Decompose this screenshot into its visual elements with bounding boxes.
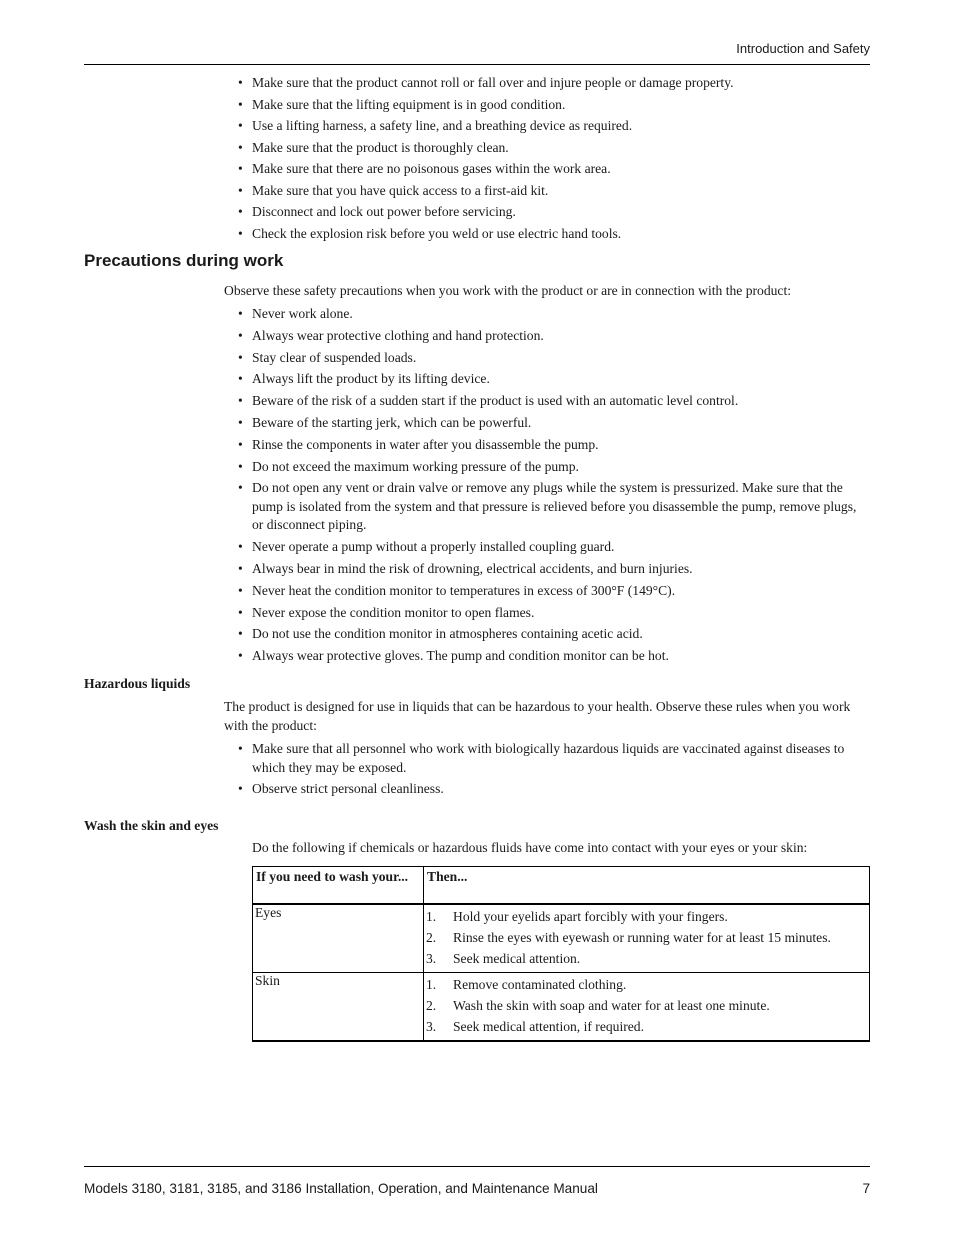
steps-list [426,908,867,969]
column-header-action: Then... [424,867,870,905]
steps-list [426,976,867,1037]
list-item: • Never expose the condition monitor to open flames. [236,604,866,623]
list-item: • Make sure that the lifting equipment is in good condition. [236,96,866,115]
list-item: • Disconnect and lock out power before servicing. [236,203,866,222]
step-number: 3. [426,951,437,966]
header-rule [84,64,870,65]
list-item: • Never work alone. [236,305,866,324]
step-item [426,976,867,995]
list-item: • Make sure that the product is thoroughly clean. [236,139,866,158]
step-text: Remove contaminated clothing. [453,977,627,992]
subheading-wash-skin-eyes: Wash the skin and eyes [84,818,219,833]
step-item [426,1018,867,1037]
step-item [426,929,867,948]
list-item: • Make sure that all personnel who work with biologically hazardous liquids are vaccinated against diseases to which they may be exposed. [236,740,866,777]
list-item: • Rinse the components in water after you disassemble the pump. [236,436,866,455]
hazardous-liquids-intro: The product is designed for use in liquids that can be hazardous to your health. Observe these rules when you work with the product: [224,699,851,733]
table-cell-steps [424,973,870,1042]
column-header-wash-target: If you need to wash your... [253,867,424,905]
list-item: • Check the explosion risk before you weld or use electric hand tools. [236,225,866,244]
running-header: Introduction and Safety [736,41,870,56]
subheading-hazardous-liquids: Hazardous liquids [84,676,191,691]
step-text: Seek medical attention, if required. [453,1019,644,1034]
list-item: • Beware of the risk of a sudden start if the product is used with an automatic level control. [236,392,866,411]
step-number: 3. [426,1019,437,1034]
wash-intro: Do the following if chemicals or hazardous fluids have come into contact with your eyes or your skin: [252,840,808,855]
safety-checklist [236,74,866,246]
precautions-intro: Observe these safety precautions when you work with the product or are in connection with the product: [224,283,791,298]
step-item [426,950,867,969]
list-item: • Never heat the condition monitor to temperatures in excess of 300°F (149°C). [236,582,866,601]
list-item: • Always bear in mind the risk of drowning, electrical accidents, and burn injuries. [236,560,866,579]
table-cell-steps [424,904,870,973]
step-number: 1. [426,977,437,992]
step-text: Rinse the eyes with eyewash or running water for at least 15 minutes. [453,930,831,945]
list-item: • Make sure that you have quick access to a first-aid kit. [236,182,866,201]
list-item: • Never operate a pump without a properly installed coupling guard. [236,538,866,557]
list-item: • Beware of the starting jerk, which can be powerful. [236,414,866,433]
footer-manual-title: Models 3180, 3181, 3185, and 3186 Installation, Operation, and Maintenance Manual [84,1181,598,1196]
list-item: • Use a lifting harness, a safety line, and a breathing device as required. [236,117,866,136]
list-item: • Always wear protective clothing and hand protection. [236,327,866,346]
list-item: • Make sure that there are no poisonous gases within the work area. [236,160,866,179]
footer-rule [84,1166,870,1167]
step-item [426,997,867,1016]
list-item: • Always wear protective gloves. The pump and condition monitor can be hot. [236,647,866,666]
step-text: Wash the skin with soap and water for at least one minute. [453,998,770,1013]
step-text: Hold your eyelids apart forcibly with your fingers. [453,909,728,924]
list-item: • Do not use the condition monitor in atmospheres containing acetic acid. [236,625,866,644]
page-number: 7 [862,1181,870,1196]
hazardous-liquids-list [236,740,866,801]
list-item: • Stay clear of suspended loads. [236,349,866,368]
step-number: 1. [426,909,437,924]
step-text: Seek medical attention. [453,951,581,966]
table-header-row [253,867,870,905]
precautions-list [236,305,866,669]
body-part-label: Skin [255,973,280,988]
step-item [426,908,867,927]
list-item: • Make sure that the product cannot roll or fall over and injure people or damage property. [236,74,866,93]
table-row [253,904,870,973]
step-number: 2. [426,930,437,945]
list-item: • Observe strict personal cleanliness. [236,780,866,799]
list-item: • Always lift the product by its lifting device. [236,370,866,389]
table-cell-body-part [253,973,424,1042]
wash-instructions-table [252,866,870,1042]
table-row [253,973,870,1042]
section-heading-precautions: Precautions during work [84,251,284,270]
list-item: • Do not open any vent or drain valve or remove any plugs while the system is pressurized. Make sure that the pump is isolated from the system and that pressure is relieved before you disassemble the pump, remove plugs, or disconnect piping. [236,479,866,535]
step-number: 2. [426,998,437,1013]
list-item: • Do not exceed the maximum working pressure of the pump. [236,458,866,477]
table-cell-body-part [253,904,424,973]
body-part-label: Eyes [255,905,282,920]
